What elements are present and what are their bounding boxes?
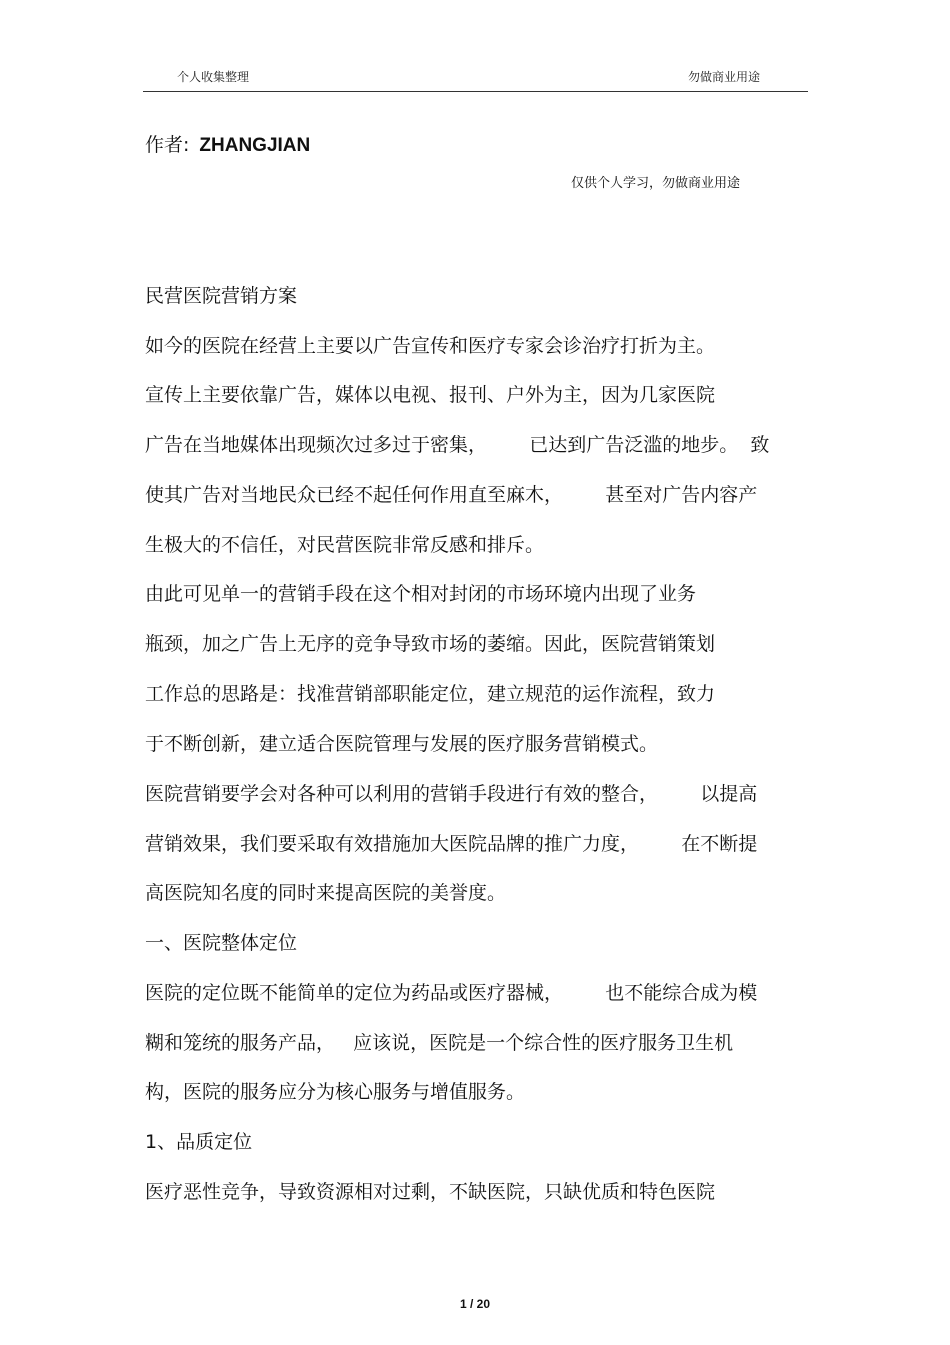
body-line: 使其广告对当地民众已经不起任何作用直至麻木， 甚至对广告内容产 — [145, 484, 758, 506]
body-line: 糊和笼统的服务产品， 应该说，医院是一个综合性的医疗服务卫生机 — [145, 1032, 734, 1054]
body-line: 广告在当地媒体出现频次过多过于密集， 已达到广告泛滥的地步。 致 — [145, 434, 770, 456]
header-divider — [143, 91, 808, 92]
body-line: 生极大的不信任，对民营医院非常反感和排斥。 — [145, 534, 545, 556]
doc-title: 民营医院营销方案 — [145, 285, 298, 307]
section-heading: 一、医院整体定位 — [145, 932, 298, 954]
header-right-text: 勿做商业用途 — [688, 70, 761, 84]
body-line: 医院营销要学会对各种可以利用的营销手段进行有效的整合， 以提高 — [145, 783, 758, 805]
body-line: 瓶颈，加之广告上无序的竞争导致市场的萎缩。因此，医院营销策划 — [145, 633, 716, 655]
body-line: 营销效果，我们要采取有效措施加大医院品牌的推广力度， 在不断提 — [145, 833, 758, 855]
author-name: ZHANGJIAN — [199, 135, 311, 156]
subsection-heading: 1、品质定位 — [145, 1131, 253, 1153]
header-left-text: 个人收集整理 — [177, 70, 250, 84]
disclaimer: 仅供个人学习，勿做商业用途 — [571, 176, 741, 191]
author-label: 作者: — [145, 134, 190, 156]
body-line: 由此可见单一的营销手段在这个相对封闭的市场环境内出现了业务 — [145, 583, 697, 605]
body-line: 如今的医院在经营上主要以广告宣传和医疗专家会诊治疗打折为主。 — [145, 335, 716, 357]
body-line: 于不断创新，建立适合医院管理与发展的医疗服务营销模式。 — [145, 733, 659, 755]
body-line: 高医院知名度的同时来提高医院的美誉度。 — [145, 882, 507, 904]
body-line: 医院的定位既不能简单的定位为药品或医疗器械， 也不能综合成为模 — [145, 982, 758, 1004]
body-line: 医疗恶性竞争，导致资源相对过剩，不缺医院，只缺优质和特色医院 — [145, 1181, 716, 1203]
body-line: 宣传上主要依靠广告，媒体以电视、报刊、户外为主，因为几家医院 — [145, 384, 716, 406]
page-number: 1 / 20 — [459, 1297, 491, 1311]
body-line: 构，医院的服务应分为核心服务与增值服务。 — [145, 1081, 526, 1103]
body-line: 工作总的思路是：找准营销部职能定位，建立规范的运作流程，致力 — [145, 683, 716, 705]
author-line — [145, 130, 310, 157]
